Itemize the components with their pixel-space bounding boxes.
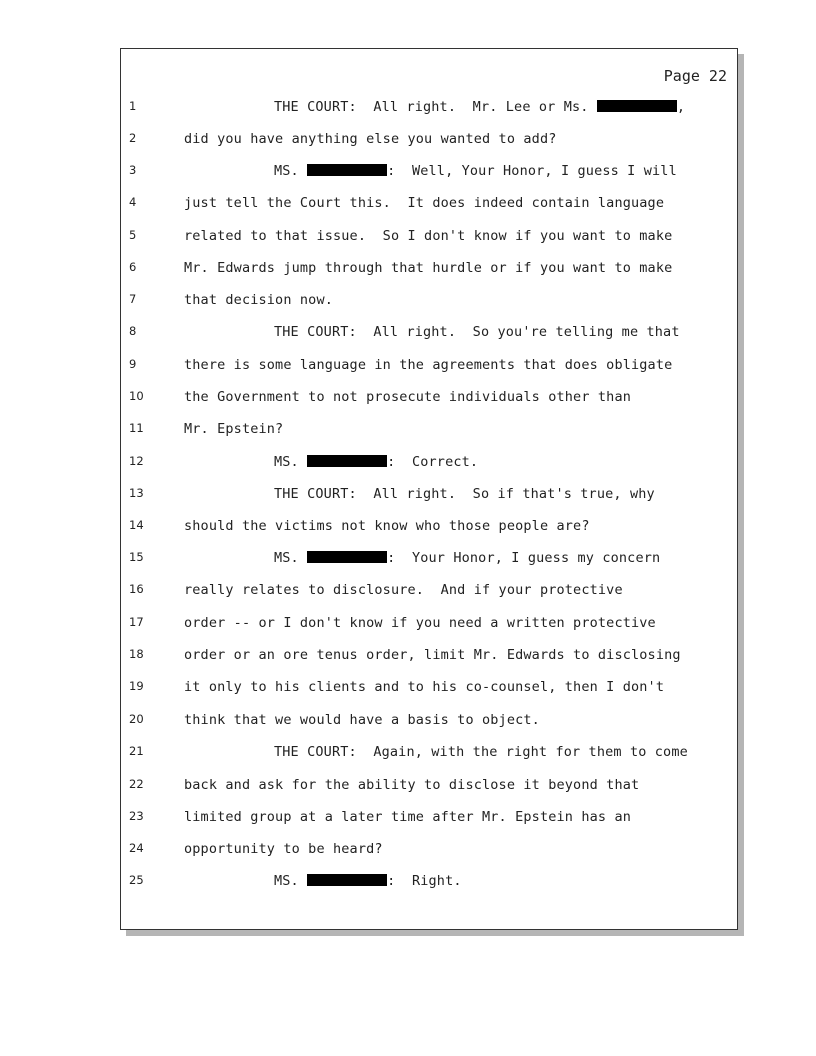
transcript-line [121, 260, 737, 280]
transcript-line [121, 292, 737, 312]
line-number: 5 [129, 228, 137, 242]
line-text: THE COURT: Again, with the right for them to come [274, 744, 688, 760]
line-number: 23 [129, 809, 144, 823]
line-text: limited group at a later time after Mr. Epstein has an [184, 809, 631, 825]
line-number: 3 [129, 163, 137, 177]
line-number: 21 [129, 744, 144, 758]
transcript-line [121, 131, 737, 151]
line-number: 24 [129, 841, 144, 855]
transcript-line [121, 228, 737, 248]
line-number: 13 [129, 486, 144, 500]
line-number: 25 [129, 873, 144, 887]
line-text: THE COURT: All right. So if that's true, why [274, 486, 655, 502]
transcript-line [121, 615, 737, 635]
transcript-line [121, 324, 737, 344]
line-text: just tell the Court this. It does indeed contain language [184, 195, 665, 211]
redaction-bar [307, 455, 387, 467]
line-text: MS. : Right. [274, 873, 462, 889]
line-number: 2 [129, 131, 137, 145]
line-number: 17 [129, 615, 144, 629]
transcript-line [121, 679, 737, 699]
line-text: opportunity to be heard? [184, 841, 383, 857]
transcript-line [121, 195, 737, 215]
page-number: Page 22 [663, 67, 727, 85]
transcript-line [121, 518, 737, 538]
transcript-line [121, 712, 737, 732]
line-text: that decision now. [184, 292, 333, 308]
line-number: 14 [129, 518, 144, 532]
line-number: 7 [129, 292, 137, 306]
line-text: order or an ore tenus order, limit Mr. Edwards to disclosing [184, 647, 681, 663]
transcript-line [121, 421, 737, 441]
transcript-page [120, 48, 738, 930]
line-text: MS. : Correct. [274, 454, 479, 470]
line-number: 9 [129, 357, 137, 371]
line-number: 8 [129, 324, 137, 338]
line-number: 19 [129, 679, 144, 693]
line-text: Mr. Epstein? [184, 421, 284, 437]
redaction-bar [307, 551, 387, 563]
line-text: really relates to disclosure. And if your protective [184, 582, 623, 598]
line-number: 16 [129, 582, 144, 596]
line-number: 15 [129, 550, 144, 564]
redaction-bar [307, 164, 387, 176]
transcript-line [121, 809, 737, 829]
transcript-line [121, 486, 737, 506]
line-text: should the victims not know who those people are? [184, 518, 590, 534]
transcript-line [121, 873, 737, 893]
transcript-line [121, 582, 737, 602]
line-text: THE COURT: All right. So you're telling me that [274, 324, 680, 340]
line-number: 20 [129, 712, 144, 726]
line-text: order -- or I don't know if you need a written protective [184, 615, 656, 631]
line-text: related to that issue. So I don't know if you want to make [184, 228, 673, 244]
line-number: 10 [129, 389, 144, 403]
line-number: 1 [129, 99, 137, 113]
line-text: THE COURT: All right. Mr. Lee or Ms. , [274, 99, 686, 115]
line-number: 22 [129, 777, 144, 791]
line-text: the Government to not prosecute individuals other than [184, 389, 631, 405]
line-text: MS. : Well, Your Honor, I guess I will [274, 163, 677, 179]
transcript-line [121, 163, 737, 183]
line-number: 4 [129, 195, 137, 209]
line-number: 6 [129, 260, 137, 274]
transcript-line [121, 550, 737, 570]
transcript-line [121, 841, 737, 861]
transcript-line [121, 744, 737, 764]
line-text: Mr. Edwards jump through that hurdle or if you want to make [184, 260, 673, 276]
line-text: there is some language in the agreements that does obligate [184, 357, 673, 373]
redaction-bar [307, 874, 387, 886]
line-text: did you have anything else you wanted to add? [184, 131, 557, 147]
line-number: 18 [129, 647, 144, 661]
transcript-line [121, 99, 737, 119]
transcript-line [121, 647, 737, 667]
line-text: MS. : Your Honor, I guess my concern [274, 550, 661, 566]
line-text: think that we would have a basis to object. [184, 712, 540, 728]
line-number: 11 [129, 421, 144, 435]
transcript-line [121, 777, 737, 797]
redaction-bar [597, 100, 677, 112]
line-text: it only to his clients and to his co-counsel, then I don't [184, 679, 665, 695]
transcript-line [121, 454, 737, 474]
line-text: back and ask for the ability to disclose it beyond that [184, 777, 640, 793]
line-number: 12 [129, 454, 144, 468]
transcript-line [121, 357, 737, 377]
transcript-line [121, 389, 737, 409]
